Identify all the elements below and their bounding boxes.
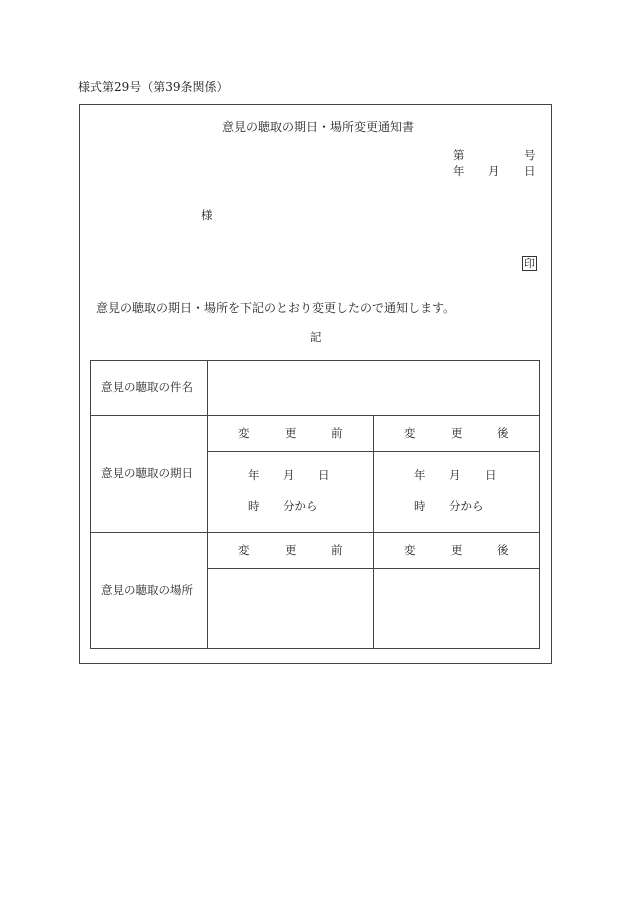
after-month: 月: [449, 468, 461, 482]
table-vline-mid: [373, 415, 374, 649]
ki-label: 記: [310, 330, 322, 344]
place-header-before-2: 更: [285, 543, 297, 557]
table-hline-3: [90, 532, 540, 533]
form-number: 様式第29号（第39条関係）: [78, 80, 229, 94]
after-day: 日: [485, 468, 497, 482]
date-month: 月: [488, 164, 500, 178]
header-before-1: 変: [238, 426, 250, 440]
header-after-1: 変: [404, 426, 416, 440]
after-hour: 時: [414, 499, 426, 513]
seal-mark: 印: [524, 257, 535, 270]
place-header-after-3: 後: [497, 543, 509, 557]
table-vline-label: [207, 360, 208, 649]
place-header-before-1: 変: [238, 543, 250, 557]
doc-number-dai: 第: [453, 148, 465, 162]
body-text: 意見の聴取の期日・場所を下記のとおり変更したので通知します。: [96, 301, 456, 315]
header-before-3: 前: [331, 426, 343, 440]
row-label-place: 意見の聴取の場所: [101, 583, 193, 597]
after-minute: 分から: [449, 499, 484, 513]
place-header-after-1: 変: [404, 543, 416, 557]
before-hour: 時: [248, 499, 260, 513]
header-after-2: 更: [451, 426, 463, 440]
place-header-before-3: 前: [331, 543, 343, 557]
place-header-after-2: 更: [451, 543, 463, 557]
header-before-2: 更: [285, 426, 297, 440]
row-label-date: 意見の聴取の期日: [101, 466, 193, 480]
before-day: 日: [318, 468, 330, 482]
table-hline-1: [90, 415, 540, 416]
before-month: 月: [283, 468, 295, 482]
before-year: 年: [248, 468, 260, 482]
date-day: 日: [524, 164, 536, 178]
after-year: 年: [414, 468, 426, 482]
date-year: 年: [453, 164, 465, 178]
header-after-3: 後: [497, 426, 509, 440]
row-label-subject: 意見の聴取の件名: [101, 380, 193, 394]
before-minute: 分から: [283, 499, 318, 513]
document-title: 意見の聴取の期日・場所変更通知書: [222, 120, 415, 134]
doc-number-go: 号: [524, 148, 536, 162]
addressee-suffix: 様: [201, 208, 213, 222]
